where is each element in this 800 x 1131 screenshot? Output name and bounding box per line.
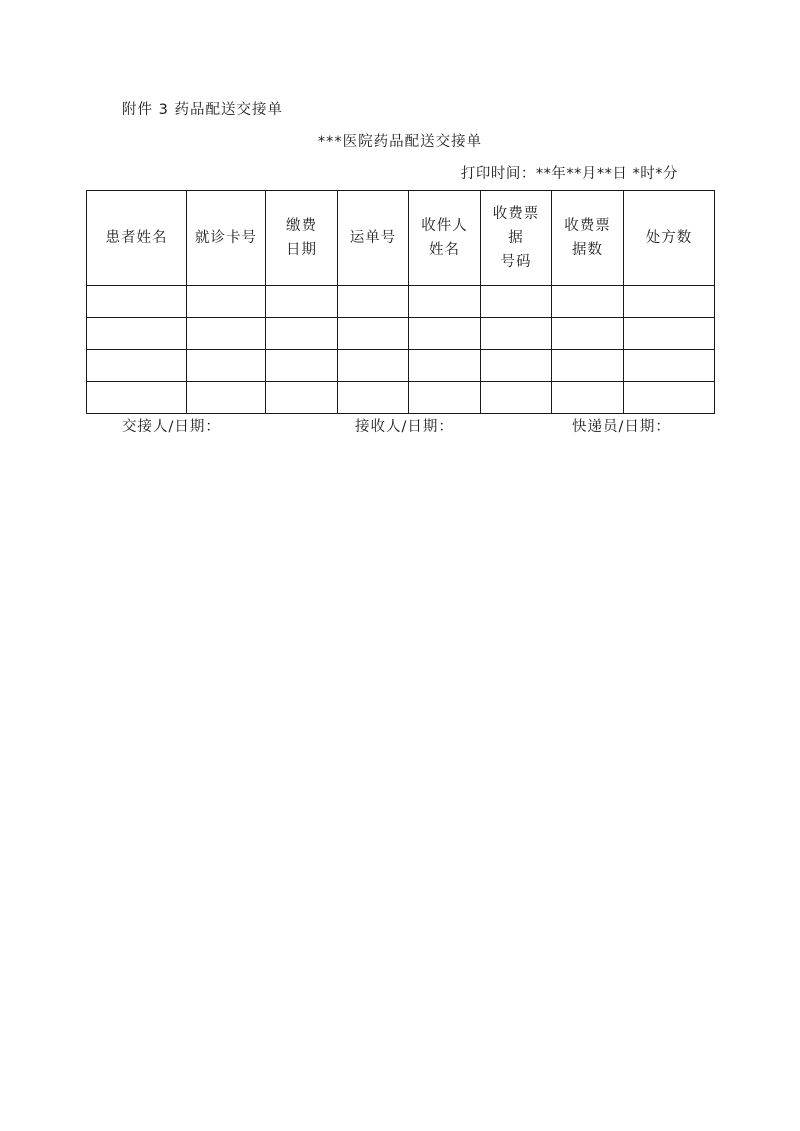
header-line: 患者姓名: [105, 230, 168, 246]
handover-signature-label: 交接人/日期：: [122, 419, 221, 435]
header-line: 据: [508, 230, 524, 246]
table-cell: [552, 318, 624, 350]
table-cell: [187, 286, 266, 318]
header-line: 收费票: [564, 218, 611, 234]
table-cell: [87, 350, 187, 382]
table-cell: [338, 350, 409, 382]
header-line: 姓名: [429, 242, 460, 258]
table-cell: [187, 382, 266, 414]
table-cell: [87, 318, 187, 350]
header-line: 运单号: [349, 230, 397, 246]
header-prescription-count: [624, 191, 715, 286]
header-card-number: [187, 191, 266, 286]
header-line: 就诊卡号: [195, 230, 257, 246]
table-cell: [187, 350, 266, 382]
table-cell: [409, 382, 481, 414]
header-line: 日期: [286, 242, 317, 258]
table-row: [87, 350, 715, 382]
table-cell: [481, 350, 552, 382]
header-line: 处方数: [645, 230, 693, 246]
table-cell: [266, 350, 338, 382]
header-patient-name: [87, 191, 187, 286]
header-recipient-name: [409, 191, 481, 286]
header-receipt-number: [481, 191, 552, 286]
header-line: 据数: [572, 242, 603, 258]
print-time: 打印时间：**年**月**日 *时*分: [460, 166, 678, 182]
table-cell: [409, 350, 481, 382]
table-cell: [266, 286, 338, 318]
header-line: 收费票: [492, 206, 540, 222]
table-cell: [552, 286, 624, 318]
header-waybill-number: [338, 191, 409, 286]
table-cell: [338, 318, 409, 350]
document-title: ***医院药品配送交接单: [317, 134, 483, 150]
header-payment-date: [266, 191, 338, 286]
table-cell: [624, 318, 715, 350]
table-cell: [624, 286, 715, 318]
table-cell: [187, 318, 266, 350]
table-cell: [552, 382, 624, 414]
courier-signature-label: 快递员/日期：: [572, 419, 671, 435]
table-cell: [266, 382, 338, 414]
table-cell: [552, 350, 624, 382]
table-row: [87, 382, 715, 414]
table-cell: [266, 318, 338, 350]
table-cell: [624, 382, 715, 414]
table-cell: [338, 382, 409, 414]
header-line: 缴费: [286, 218, 317, 234]
table-cell: [481, 286, 552, 318]
table-row: [87, 318, 715, 350]
table-cell: [338, 286, 409, 318]
header-receipt-count: [552, 191, 624, 286]
header-line: 收件人: [421, 218, 468, 234]
table-cell: [481, 382, 552, 414]
receiver-signature-label: 接收人/日期：: [355, 419, 454, 435]
table-cell: [409, 318, 481, 350]
table-cell: [481, 318, 552, 350]
header-line: 号码: [500, 254, 532, 270]
table-row: [87, 286, 715, 318]
table-cell: [87, 286, 187, 318]
table-cell: [409, 286, 481, 318]
handover-table: [86, 190, 715, 414]
attachment-label: 附件 3 药品配送交接单: [122, 102, 283, 118]
table-header-row: [87, 191, 715, 286]
table-cell: [624, 350, 715, 382]
table-cell: [87, 382, 187, 414]
